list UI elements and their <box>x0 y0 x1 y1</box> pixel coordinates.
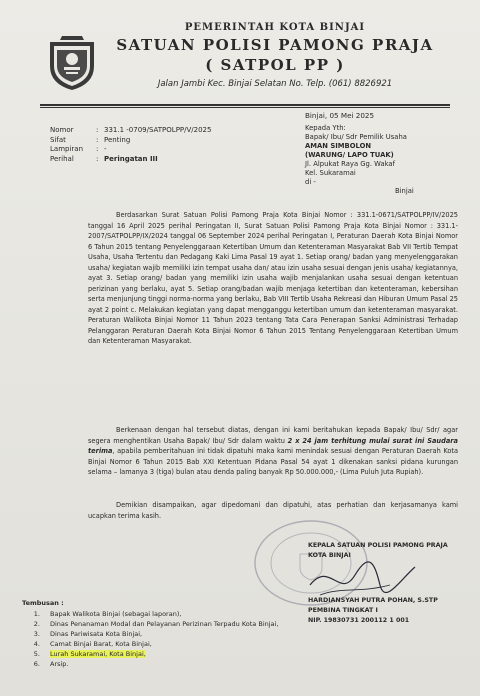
meta-label: Sifat <box>50 135 66 144</box>
pemko-binjai-emblem-icon <box>46 36 98 92</box>
meta-row-nature <box>50 136 211 146</box>
paragraph-text: Demikian disampaikan, agar dipedomani dan dipatuhi, atas perhatian dan kerjasamanya kami ucapkan terima kasih. <box>88 501 458 520</box>
body-paragraph-1 <box>88 210 458 347</box>
body-paragraph-2 <box>88 425 458 478</box>
meta-colon: : <box>96 145 99 153</box>
copies-title: Tembusan : <box>22 599 64 607</box>
meta-row-subject <box>50 155 211 165</box>
meta-label: Nomor <box>50 126 74 134</box>
letterhead <box>95 22 455 89</box>
letterhead-address: Jalan Jambi Kec. Binjai Selatan No. Telp. (061) 8826921 <box>157 79 393 89</box>
letterhead-abbrev: ( SATPOL PP ) <box>205 56 345 74</box>
copies-items <box>22 609 278 669</box>
paragraph-text-part: Berkenaan dengan hal tersebut diatas, dengan ini kami beritahukan kepada Bapak/ Ibu/ Sdr/ agar segera menghentikan Usaha Bapak/ Ibu/ Sdr dalam waktu <box>88 426 458 445</box>
paragraph-text: Berdasarkan Surat Satuan Polisi Pamong Praja Kota Binjai Nomor : 331.1-0671/SATPOLPP/IV/2025 tanggal 16 April 2025 perihal Peringatan II, Surat Satuan Polisi Pamong Praja Kota Binjai Nomor : 331.1-2007/SATPOLPP/IX/2024 tanggal 06 September 2024 perihal Peringatan I, Peraturan Daerah Kota Binjai Nomor 6 Tahun 2015 tentang Penyelenggaraan Ketertiban Umum dan Ketenteraman Masyarakat Bab VII Tertib Tempat Usaha, Usaha Tertentu dan Pedagang Kaki Lima Pasal 19 ayat 1. Setiap orang/ badan yang menyelenggarakan usaha/ kegiatan wajib memiliki izin tempat usaha dan/ atau izin usaha sesuai dengan jenis usaha/ kegiatannya, ayat 3. Setiap orang/ badan yang memiliki izin usaha wajib menjalankan usaha sesuai dengan ketentuan perizinan yang berlaku, ayat 5. Setiap orang/badan wajib menjaga ketertiban dan ketenteraman, kebersihan serta menjunjung tinggi norma-norma yang berlaku, Bab VIII Tertib Usaha Rekreasi dan Hiburan Umum Pasal 25 ayat 2 point c. Melakukan kegiatan yang dapat mengganggu ketertiban umum dan ketenteraman masyarakat. Peraturan Walikota Binjai Nomor 11 Tahun 2023 tentang Tata Cara Penerapan Sanksi Administrasi Terhadap Pelanggaran Peraturan Daerah Kota Binjai Nomor 6 Tahun 2015 Tentang Penyelenggaraan Ketertiban Umum dan Ketenteraman Masyarakat. <box>88 211 458 345</box>
copies-item: 3. Dinas Pariwisata Kota Binjai, <box>42 629 278 639</box>
copies-item-text: Lurah Sukaramai, Kota Binjai, <box>50 650 146 658</box>
copies-item: 6. Arsip. <box>42 659 278 669</box>
signature-space <box>308 561 448 596</box>
signature-block <box>308 541 448 626</box>
recipient-line: Bapak/ Ibu/ Sdr Pemilik Usaha <box>305 133 407 141</box>
copies-list <box>22 598 278 669</box>
paragraph-text-part: , apabila pemberitahuan ini tidak dipatuhi maka kami menindak sesuai dengan Peraturan Daerah Kota Binjai Nomor 6 Tahun 2015 Bab XXI Ketentuan Pidana Pasal 54 ayat 1 dikenakan sanksi pidana kurungan selama – lamanya 3 (tiga) bulan atau denda paling banyak Rp 50.000.000,- (Lima Puluh Juta Rupiah). <box>88 447 458 476</box>
recipient-business: (WARUNG/ LAPO TUAK) <box>305 151 394 159</box>
recipient-village: Kel. Sukaramai <box>305 169 356 177</box>
deadline-emphasis: 2 x 24 jam terhitung mulai surat ini Saudara terima <box>88 436 458 455</box>
letterhead-agency: SATUAN POLISI PAMONG PRAJA <box>116 36 434 54</box>
signatory-nip: NIP. 19830731 200112 1 001 <box>308 617 410 624</box>
meta-value: - <box>104 145 107 153</box>
signatory-title: KEPALA SATUAN POLISI PAMONG PRAJA <box>308 542 448 549</box>
paragraph-text <box>88 425 458 478</box>
letterhead-rule <box>40 104 450 106</box>
recipient-di: di - <box>305 178 316 186</box>
meta-colon: : <box>96 135 99 144</box>
meta-row-number <box>50 126 211 136</box>
meta-colon: : <box>96 126 99 134</box>
recipient-address <box>305 124 414 196</box>
meta-label: Lampiran <box>50 145 84 153</box>
meta-value: 331.1 -0709/SATPOLPP/V/2025 <box>104 126 212 134</box>
copies-item: 2. Dinas Penanaman Modal dan Pelayanan Perizinan Terpadu Kota Binjai, <box>42 619 278 629</box>
copies-item-highlighted <box>42 649 278 659</box>
meta-label: Perihal <box>50 154 74 163</box>
meta-value: Penting <box>104 135 131 144</box>
letterhead-government: PEMERINTAH KOTA BINJAI <box>184 22 366 33</box>
recipient-street: Jl. Alpukat Raya Gg. Wakaf <box>305 160 395 168</box>
letter-meta <box>50 126 211 164</box>
recipient-name: AMAN SIMBOLON <box>305 142 372 150</box>
meta-colon: : <box>96 154 99 163</box>
signatory-office: KOTA BINJAI <box>308 552 351 559</box>
letter-date: Binjai, 05 Mei 2025 <box>305 111 375 120</box>
meta-row-attachment <box>50 145 211 155</box>
signatory-rank: PEMBINA TINGKAT I <box>308 607 378 614</box>
recipient-city: Binjai <box>395 187 414 195</box>
copies-item: 1. Bapak Walikota Binjai (sebagai laporan), <box>42 609 278 619</box>
letterhead-rule-thin <box>40 107 450 108</box>
signatory-name: HARDIANSYAH PUTRA POHAN, S.STP <box>308 597 438 604</box>
recipient-line: Kepada Yth: <box>305 124 346 132</box>
meta-value-subject: Peringatan III <box>104 154 158 163</box>
copies-item: 4. Camat Binjai Barat, Kota Binjai, <box>42 639 278 649</box>
